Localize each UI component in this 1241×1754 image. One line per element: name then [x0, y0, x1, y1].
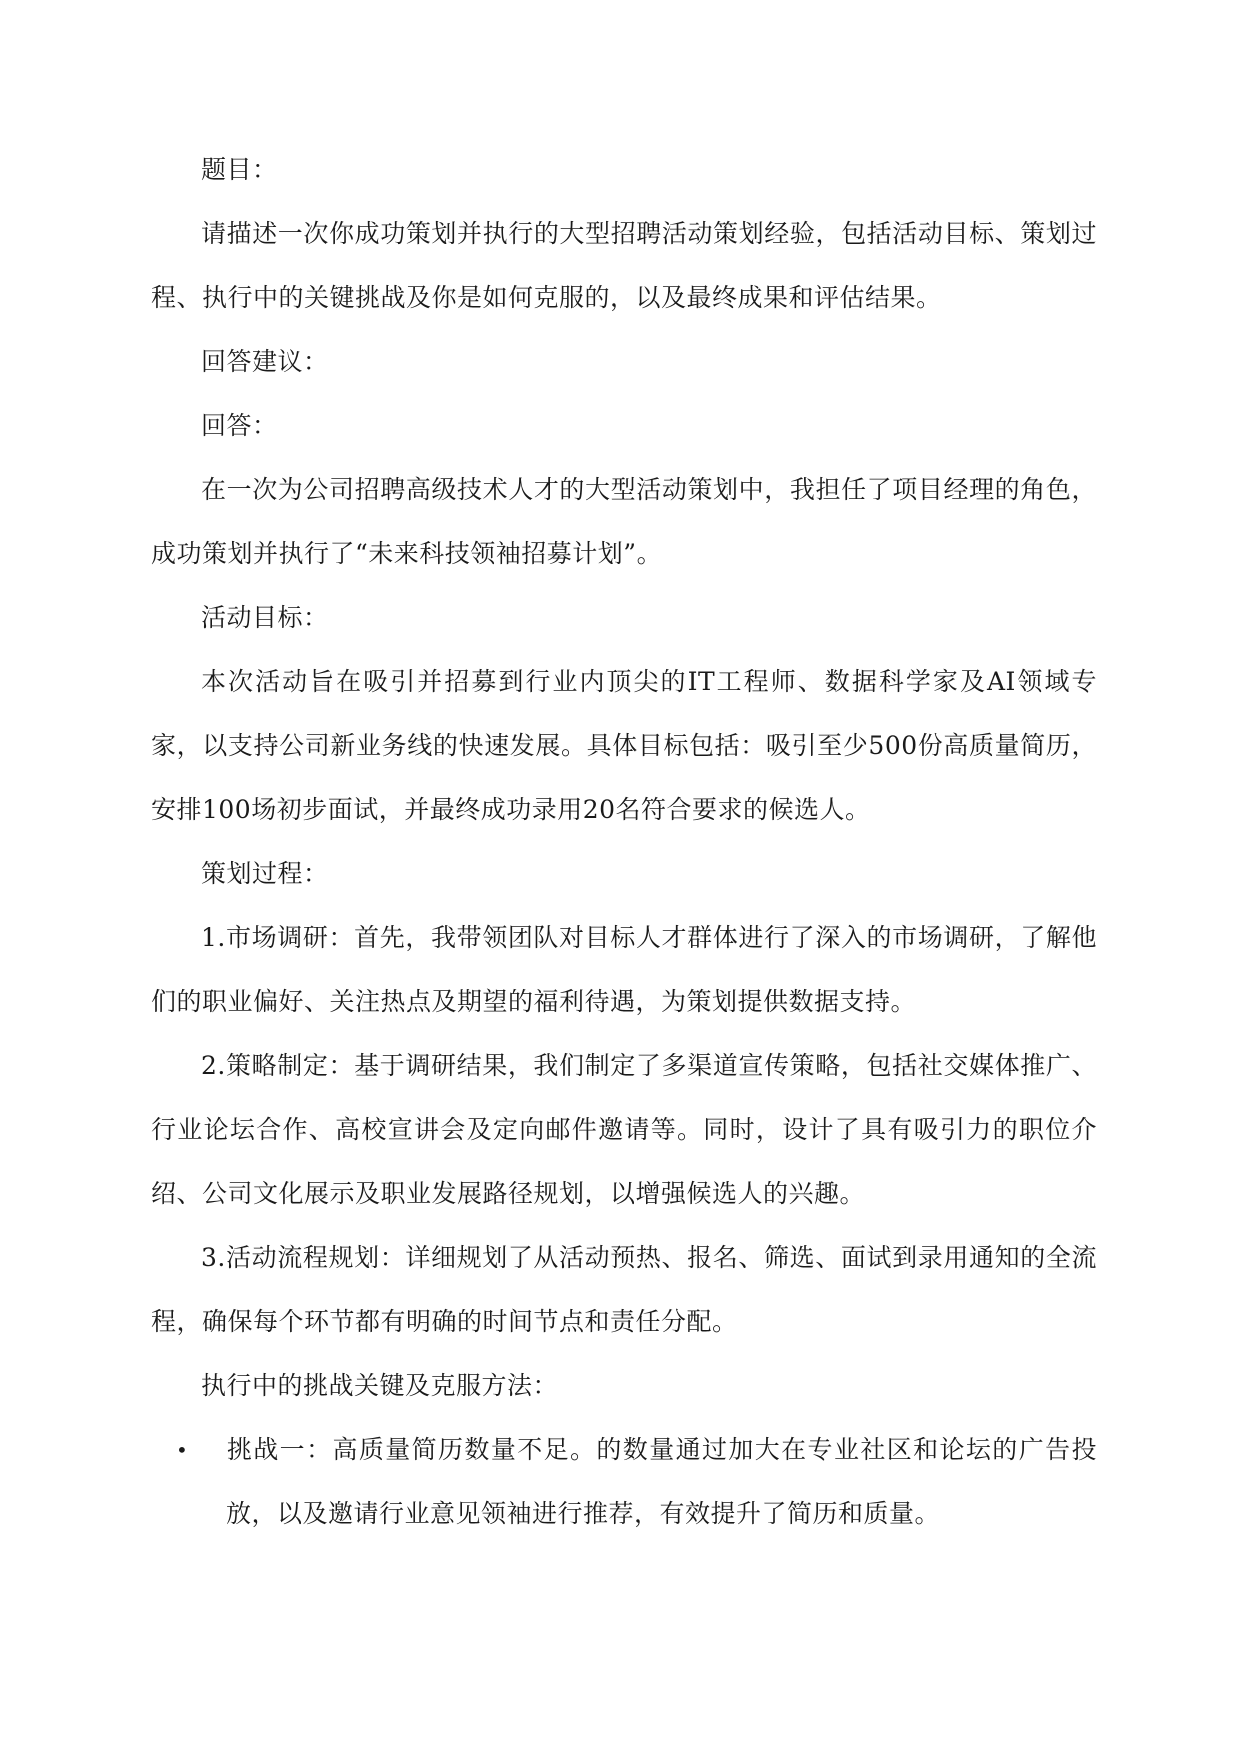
- challenge-list: [151, 1418, 1097, 1546]
- heading-answer: 回答：: [201, 411, 278, 440]
- goals-text: 本次活动旨在吸引并招募到行业内顶尖的IT工程师、数据科学家及AI领域专家，以支持公司新业务线的快速发展。具体目标包括：吸引至少500份高质量简历，安排100场初步面试，并最终成功录用20名符合要求的候选人。: [151, 667, 1097, 824]
- planning-step-1: 1.市场调研：首先，我带领团队对目标人才群体进行了深入的市场调研，了解他们的职业偏好、关注热点及期望的福利待遇，为策划提供数据支持。: [151, 923, 1097, 1016]
- heading-challenges: 执行中的挑战关键及克服方法：: [201, 1371, 559, 1400]
- heading-goals: 活动目标：: [201, 603, 329, 632]
- heading-question: 题目：: [201, 155, 278, 184]
- answer-intro: 在一次为公司招聘高级技术人才的大型活动策划中，我担任了项目经理的角色，成功策划并执行了“未来科技领袖招募计划”。: [151, 475, 1097, 568]
- planning-step-2: 2.策略制定：基于调研结果，我们制定了多渠道宣传策略，包括社交媒体推广、行业论坛合作、高校宣讲会及定向邮件邀请等。同时，设计了具有吸引力的职位介绍、公司文化展示及职业发展路径规划，以增强候选人的兴趣。: [151, 1051, 1097, 1208]
- challenge-text: 挑战一：高质量简历数量不足。的数量通过加大在专业社区和论坛的广告投放，以及邀请行业意见领袖进行推荐，有效提升了简历和质量。: [226, 1435, 1097, 1528]
- question-text: 请描述一次你成功策划并执行的大型招聘活动策划经验，包括活动目标、策划过程、执行中的关键挑战及你是如何克服的，以及最终成果和评估结果。: [151, 219, 1097, 312]
- planning-step-3: 3.活动流程规划：详细规划了从活动预热、报名、筛选、面试到录用通知的全流程，确保每个环节都有明确的时间节点和责任分配。: [151, 1243, 1097, 1336]
- heading-planning: 策划过程：: [201, 859, 329, 888]
- document-body: [151, 138, 1097, 1546]
- list-item: [151, 1418, 1097, 1546]
- bullet-icon: •: [176, 1438, 189, 1462]
- heading-suggestion: 回答建议：: [201, 347, 329, 376]
